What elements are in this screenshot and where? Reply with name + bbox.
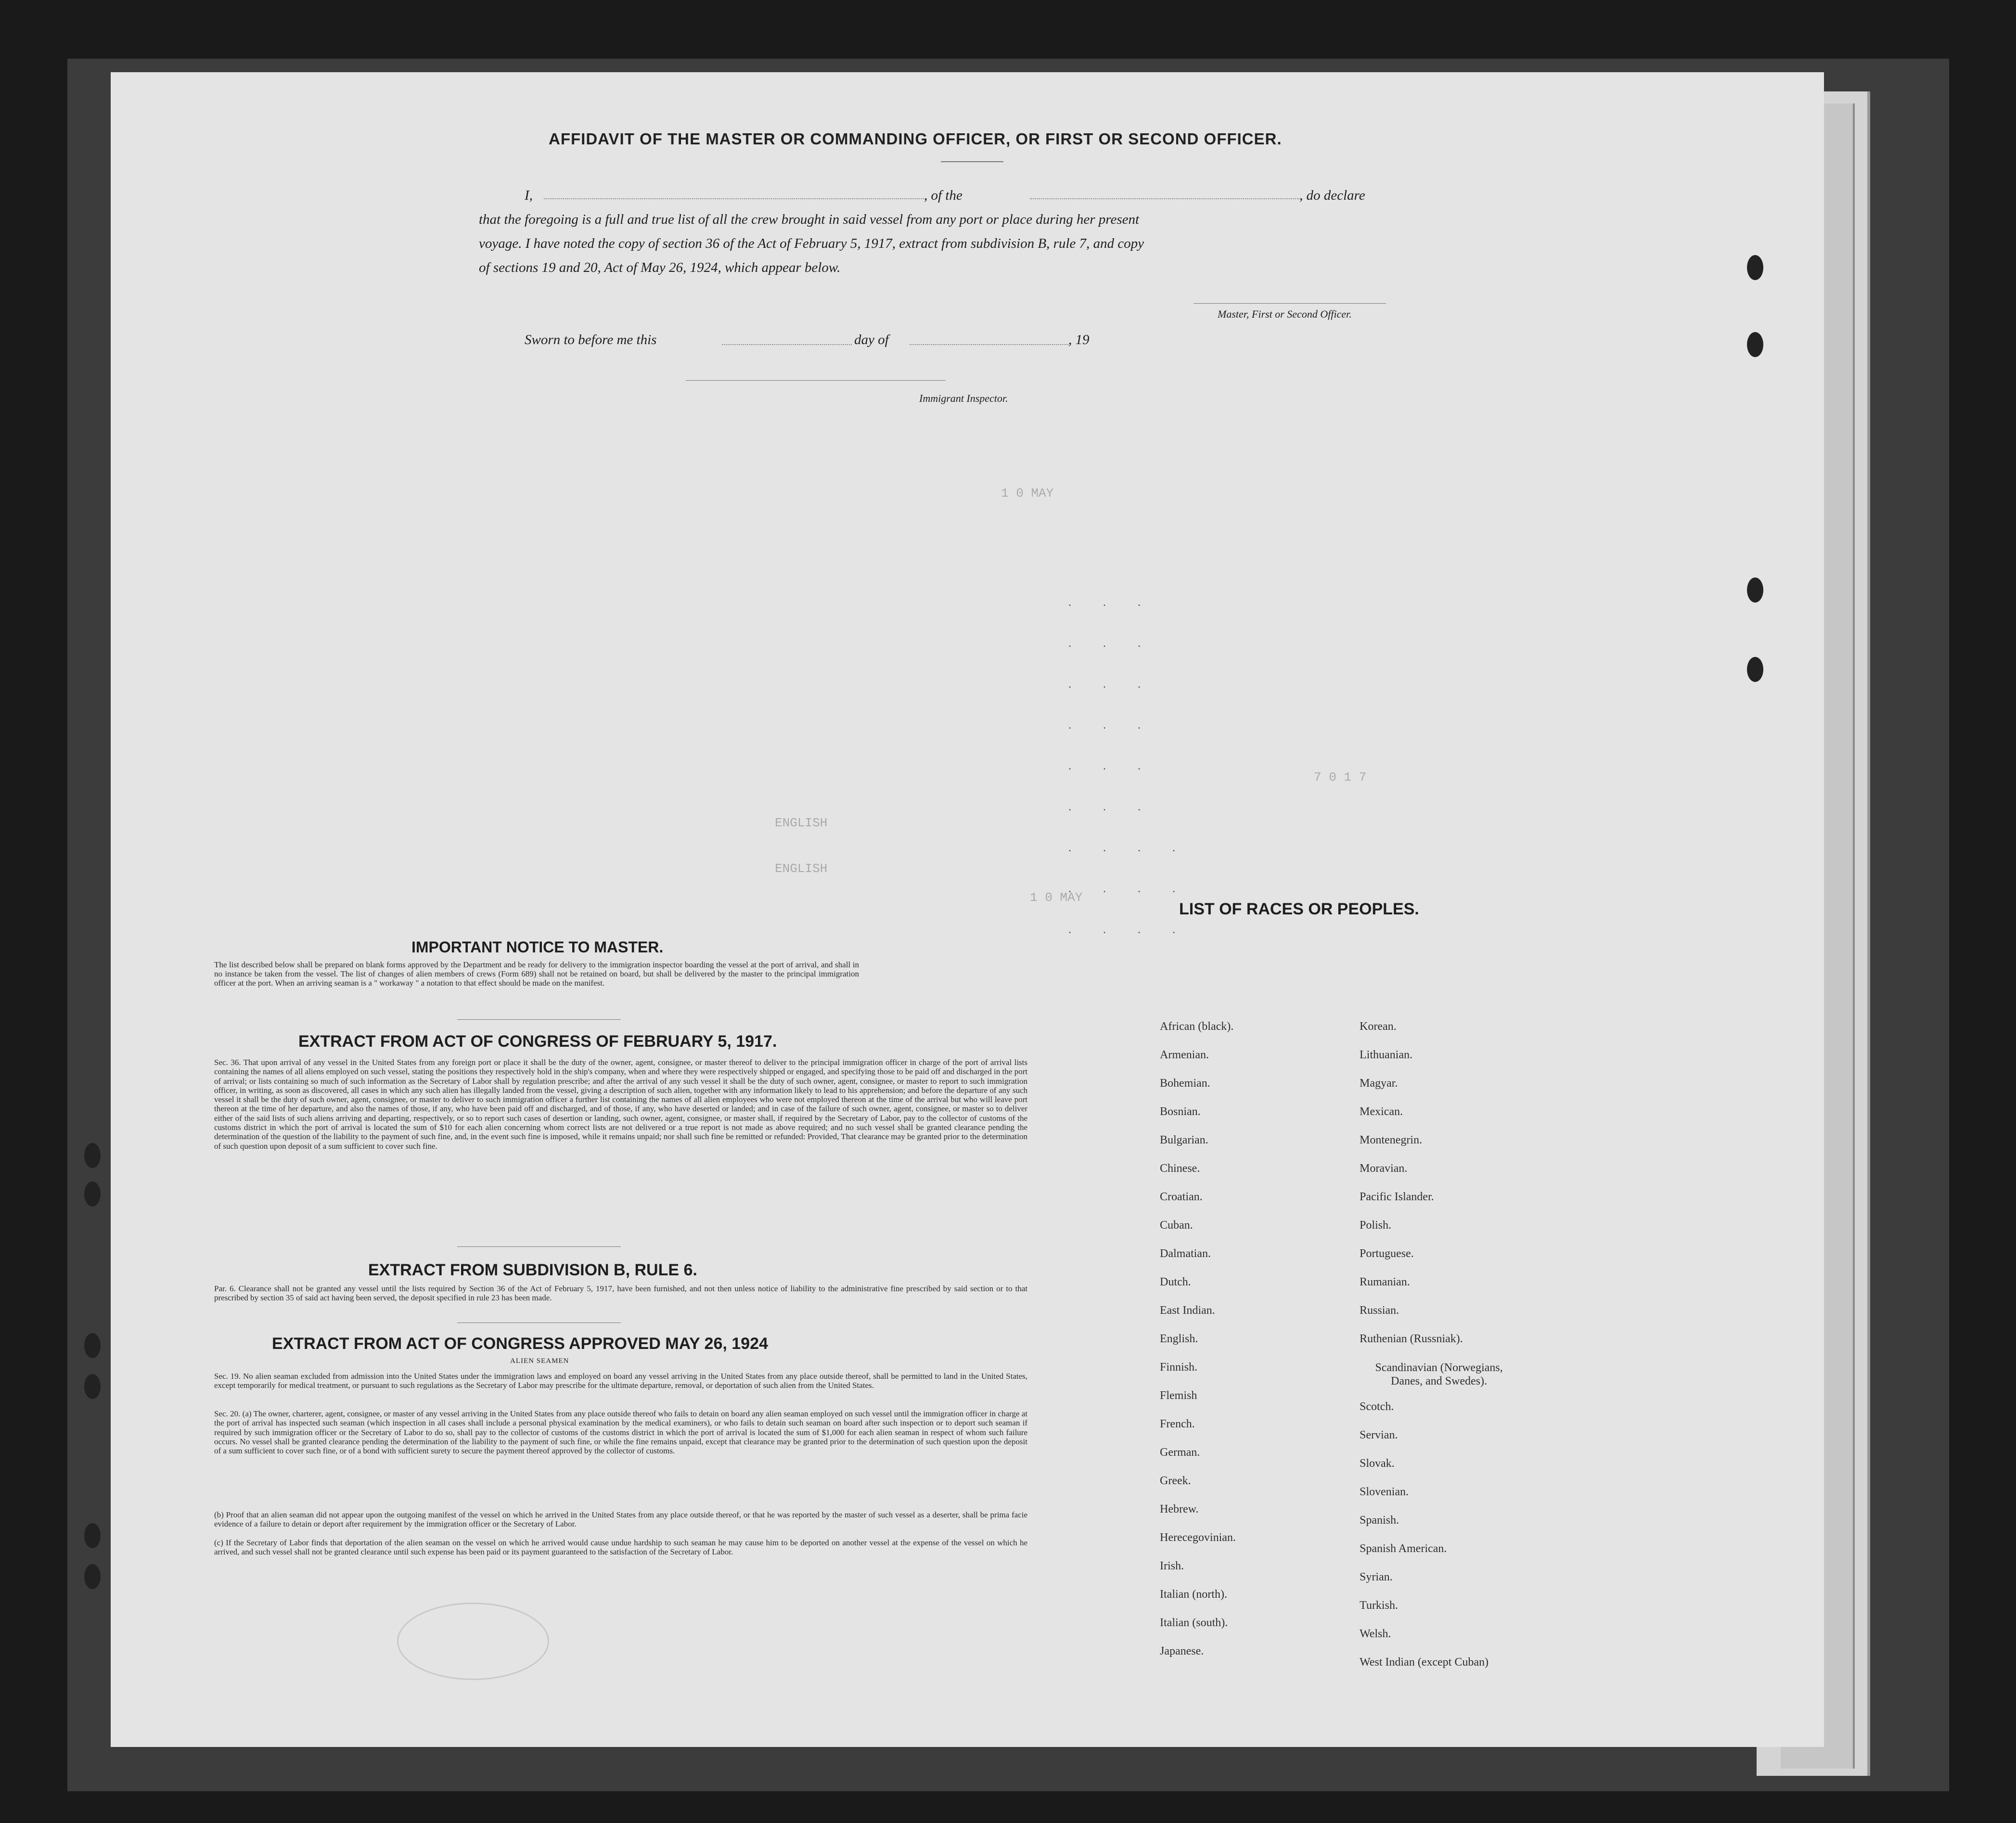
race-item: Dutch. [1160,1276,1191,1288]
affidavit-title: AFFIDAVIT OF THE MASTER OR COMMANDING OFFICER, OR FIRST OR SECOND OFFICER. [549,130,1282,148]
binder-hole-left [84,1523,101,1548]
race-item: Portuguese. [1360,1247,1414,1260]
extract-1924-sec20c: (c) If the Secretary of Labor finds that deportation of the alien seaman on the vessel on which he arrived would cause undue hardship to such seaman he may cause him to be deported on another vessel at the expense of the vessel on which he arrived, and such vessel shall not be granted clearance until such expense has been paid or its payment guaranteed to the satisfaction of the Secretary of Labor. [214,1538,1027,1557]
race-item: Scandinavian (Norwegians, Danes, and Swedes). [1375,1361,1503,1387]
sworn-text: Sworn to before me this [525,332,657,347]
race-item: Spanish American. [1360,1542,1447,1555]
race-item: Ruthenian (Russniak). [1360,1333,1463,1345]
race-item: West Indian (except Cuban) [1360,1656,1489,1669]
sworn-month-blank [910,344,1068,345]
declare-i: I, [525,188,533,203]
binder-hole-right [1747,657,1763,682]
race-item: Herecegovinian. [1160,1531,1236,1544]
race-item: Servian. [1360,1429,1398,1441]
race-item: Welsh. [1360,1628,1391,1640]
race-item: Spanish. [1360,1514,1400,1527]
race-item: Hebrew. [1160,1503,1199,1515]
extract-rule6-title: EXTRACT FROM SUBDIVISION B, RULE 6. [368,1261,697,1279]
faint-stamp [397,1603,549,1680]
race-item: Chinese. [1160,1162,1200,1175]
vessel-blank [1030,198,1299,199]
extract-1917-body: Sec. 36. That upon arrival of any vessel in the United States from any foreign port or place it shall be the duty of the owner, agent, consignee, or master thereof to deliver to the principal immigration officer in charge of the port of arrival lists containing the names of all aliens employed on such vessel, stating the positions they respectively hold in the ship's company, when and where they were respectively shipped or engaged, and specifying those to be paid off and discharged in the port of arrival; or lists containing so much of such information as the Secretary of Labor shall by regulation prescribe; and after the arrival of any such vessel it shall be the duty of such owner, agent, consignee, or master to report to such immigration officer, in writing, as soon as discovered, all cases in which any such alien has illegally landed from the vessel, giving a description of such alien, together with any information likely to lead to his apprehension; and before the departure of any such vessel it shall be the duty of such owner, agent, consignee, or master to deliver to such immigration officer a further list containing the names of all alien employees who were not employed thereon at the time of the arrival but who will leave port thereon at the time of her departure, and also the names of those, if any, who have been paid off and discharged, and of those, if any, who have deserted or landed; and in case of the failure of such owner, agent, consignee, or master so to deliver either of the said lists of such aliens arriving and departing, respectively, or so to report such cases of desertion or landing, such owner, agent, consignee, or master shall, if required by the Secretary of Labor, pay to the collector of customs of the customs district in which the port of arrival is located the sum of $10 for each alien concerning whom correct lists are not delivered or a true report is not made as above required; and no such vessel shall be granted clearance pending the determination of the question of the liability to the payment of such fine, and, in the event such fine is imposed, while it remains unpaid; nor shall such fine be remitted or refunded: Provided, That clearance may be granted prior to the determination of such question upon deposit of a sum sufficient to cover such fine. [214,1058,1027,1151]
race-item: Rumanian. [1360,1276,1410,1288]
extract-rule6-body: Par. 6. Clearance shall not be granted any vessel until the lists required by Section 36 of the Act of February 5, 1917, have been furnished, and not then unless notice of liability to the administrative fine prescribed by said section or to that prescribed by section 35 of said act having been served, the deposit specified in rule 23 has been made. [214,1284,1027,1302]
master-signature-line [1194,303,1386,304]
extract-1924-sec19: Sec. 19. No alien seaman excluded from admission into the United States under the immigration laws and employed on board any vessel arriving in the United States from any place outside thereof, shall be permitted to land in the United States, except temporarily for medical treatment, or pursuant to such regulations as the Secretary of Labor may prescribe for the ultimate departure, removal, or deportation of such alien from the United States. [214,1372,1027,1390]
race-item: Bohemian. [1160,1077,1210,1090]
race-item: Slovak. [1360,1457,1395,1470]
race-item: Dalmatian. [1160,1247,1211,1260]
binder-hole-right [1747,255,1763,280]
binder-hole-right [1747,578,1763,603]
extract-1917-title: EXTRACT FROM ACT OF CONGRESS OF FEBRUARY 5, 1917. [298,1032,777,1051]
race-item: Slovenian. [1360,1486,1409,1498]
race-item: Italian (north). [1160,1588,1227,1601]
race-item: Turkish. [1360,1599,1398,1612]
binder-hole-right [1747,332,1763,357]
divider-3 [457,1322,621,1323]
dot-leaders: . . . . . . . . . . . . . . . . . . . . . . . . . . . . . . [1068,596,1190,936]
race-item: Moravian. [1360,1162,1408,1175]
extract-1924-sec20b: (b) Proof that an alien seaman did not appear upon the outgoing manifest of the vessel on which he arrived in the United States from any place outside thereof, or that he was reported by the master of such vessel as a deserter, shall be prima facie evidence of a failure to detain or deport after requirement by the immigration officer or the Secretary of Labor. [214,1510,1027,1529]
divider-1 [457,1019,621,1020]
notice-title: IMPORTANT NOTICE TO MASTER. [411,938,664,956]
binder-hole-left [84,1333,101,1358]
races-title: LIST OF RACES OR PEOPLES. [1179,900,1419,918]
race-item: Russian. [1360,1304,1400,1317]
declare-of: , of the [924,188,963,203]
master-label: Master, First or Second Officer. [1218,308,1352,320]
race-item: Polish. [1360,1219,1392,1232]
race-item: Magyar. [1360,1077,1398,1090]
race-item: German. [1160,1446,1200,1459]
divider-2 [457,1246,621,1247]
race-item: Greek. [1160,1475,1191,1487]
affidavit-line-4: of sections 19 and 20, Act of May 26, 1924, which appear below. [479,260,841,275]
sworn-day-blank [722,344,852,345]
inspector-signature-line [686,380,946,381]
race-item: East Indian. [1160,1304,1215,1317]
race-item: Lithuanian. [1360,1049,1412,1061]
race-item: Japanese. [1160,1645,1204,1657]
race-item: Syrian. [1360,1571,1393,1583]
race-item: Korean. [1360,1020,1397,1033]
binder-hole-left [84,1143,101,1168]
title-rule [941,161,1003,162]
affidavit-line-3: voyage. I have noted the copy of section 36 of the Act of February 5, 1917, extract from subdivision B, rule 7, and copy [479,236,1144,251]
race-item: English. [1160,1333,1198,1345]
declare-end: , do declare [1299,188,1365,203]
binder-hole-left [84,1181,101,1207]
race-item: Mexican. [1360,1105,1403,1118]
name-blank [544,198,924,199]
sworn-day-of: day of [854,332,889,347]
extract-1924-sec20a: Sec. 20. (a) The owner, charterer, agent, consignee, or master of any vessel arriving in the United States from any place outside thereof who fails to detain on board any alien seaman employed on such vessel until the immigration officer in charge at the port of arrival has inspected such seaman (which inspection in all cases shall include a personal physical examination by the medical examiners), or who fails to detain such seaman on board after such inspection or to deport such seaman if required by such immigration officer or the Secretary of Labor to do so, shall pay to the collector of customs of the customs district in which the port of arrival is located the sum of $1,000 for each alien seaman in respect of whom such failure occurs. No vessel shall be granted clearance pending the determination of the liability to the payment of such fine, or while the fine remains unpaid, except that clearance may be granted prior to the determination of such question upon the deposit of a sum sufficient to cover such fine, or of a bond with sufficient surety to secure the payment thereof approved by the collector of customs. [214,1409,1027,1456]
binder-hole-left [84,1374,101,1399]
race-item: Italian (south). [1160,1617,1228,1629]
race-item: Cuban. [1160,1219,1193,1232]
race-item: Bosnian. [1160,1105,1201,1118]
inspector-label: Immigrant Inspector. [919,392,1008,404]
affidavit-line-2: that the foregoing is a full and true list of all the crew brought in said vessel from any port or place during her present [479,212,1140,227]
extract-1924-title: EXTRACT FROM ACT OF CONGRESS APPROVED MAY 26, 1924 [272,1335,768,1353]
race-item: Flemish [1160,1389,1197,1402]
race-item: Pacific Islander. [1360,1191,1434,1203]
race-item: Finnish. [1160,1361,1198,1374]
race-item: Croatian. [1160,1191,1203,1203]
race-item: Scotch. [1360,1400,1394,1413]
sworn-year: , 19 [1068,332,1090,347]
binder-hole-left [84,1564,101,1589]
race-item: Armenian. [1160,1049,1209,1061]
race-item: African (black). [1160,1020,1234,1033]
race-item: Montenegrin. [1360,1134,1422,1146]
extract-1924-subtitle: ALIEN SEAMEN [510,1357,569,1365]
notice-body: The list described below shall be prepared on blank forms approved by the Department and be ready for delivery to the immigration inspector boarding the vessel at the port of arrival, and shall in no instance be taken from the vessel. The list of changes of alien members of crews (Form 689) shall not be retained on board, but shall be delivered by the master to the principal immigration officer at the port. When an arriving seaman is a " workaway " a notation to that effect should be made on the manifest. [214,960,859,988]
race-item: Irish. [1160,1560,1184,1572]
document-sheet: 1 0 MAY 1 0 MAY 7 0 1 7 ENGLISH ENGLISH AFFIDAVIT OF THE MASTER OR COMMANDING OFFICER, OR FIRST OR SECOND OFFICER. I, , of the , do declare that the foregoing is a full and true list of all the crew brought in said vessel from any port or place during her present voyage. I have noted the copy of section 36 of the Act of February 5, 1917, extract from subdivision B, rule 7, and copy of sections 19 and 20, Act of May 26, 1924, which appear below. Master, First or Second Officer. Sworn to before me this day of , 19 Immigrant Inspector. . . . . . . . . . . . . . . . . . . . . . . . . . . . . . . IMPORTANT NOTICE TO MASTER. The list described below shall be prepared on blank forms approved by the Department and be ready for delivery to the immigration inspector boarding the vessel at the port of arrival, and shall in no instance be taken from the vessel. The list of changes of alien members of crews (Form 689) shall not be retained on board, but shall be delivered by the master to the principal immigration officer at the port. When an arriving seaman is a " workaway " a notation to that effect should be made on the manifest. EXTRACT FROM ACT OF CONGRESS OF FEBRUARY 5, 1917. Sec. 36. That upon arrival of any vessel in the United States from any foreign port or place it shall be the duty of the owner, agent, consignee, or master thereof to deliver to the principal immigration officer in charge of the port of arrival lists containing the names of all aliens employed on such vessel, stating the positions they respectively hold in the ship's company, when and where they were respectively shipped or engaged, and specifying those to be paid off and discharged in the port of arrival; or lists containing so much of such information as the Secretary of Labor shall by regulation prescribe; and after the arrival of any such vessel it shall be the duty of such owner, agent, consignee, or master to report to such immigration officer, in writing, as soon as discovered, all cases in which any such alien has illegally landed from the vessel, giving a description of such alien, together with any information likely to lead to his apprehension; and before the departure of any such vessel it shall be the duty of such owner, agent, consignee, or master to deliver to such immigration officer a further list containing the names of all alien employees who were not employed thereon at the time of the arrival but who will leave port thereon at the time of her departure, and also the names of those, if any, who have been paid off and discharged, and of those, if any, who have deserted or landed; and in case of the failure of such owner, agent, consignee, or master so to deliver either of the said lists of such aliens arriving and departing, respectively, or so to report such cases of desertion or landing, such owner, agent, consignee, or master shall, if required by the Secretary of Labor, pay to the collector of customs of the customs district in which the port of arrival is located the sum of $10 for each alien concerning whom correct lists are not delivered or a true report is not made as above required; and no such vessel shall be granted clearance pending the determination of the question of the liability to the payment of such fine, and, in the event such fine is imposed, while it remains unpaid; nor shall such fine be remitted or refunded: Provided, That clearance may be granted prior to the determination of such question upon deposit of a sum sufficient to cover such fine. EXTRACT FROM SUBDIVISION B, RULE 6. Par. 6. Clearance shall not be granted any vessel until the lists required by Section 36 of the Act of February 5, 1917, have been furnished, and not then unless notice of liability to the administrative fine prescribed by said section or to that prescribed by section 35 of said act having been served, the deposit specified in rule 23 has been made. EXTRACT FROM ACT OF CONGRESS APPROVED MAY 26, 1924 ALIEN SEAMEN Sec. 19. No alien seaman excluded from admission into the United States under the immigration laws and employed on board any vessel arriving in the United States from any place outside thereof, shall be permitted to land in the United States, except temporarily for medical treatment, or pursuant to such regulations as the Secretary of Labor may prescribe for the ultimate departure, removal, or deportation of such alien from the United States. Sec. 20. (a) The owner, charterer, agent, consignee, or master of any vessel arriving in the United States from any place outside thereof who fails to detain on board any alien seaman employed on such vessel until the immigration officer in charge at the port of arrival has inspected such seaman (which inspection in all cases shall include a personal physical examination by the medical examiners), or who fails to detain such seaman on board after such inspection or to deport such seaman if required by such immigration officer or the Secretary of Labor to do so, shall pay to the collector of customs of the customs district in which the port of arrival is located the sum of $1,000 for each alien seaman in respect of whom such failure occurs. No vessel shall be granted clearance pending the determination of the liability to the payment of such fine, or while the fine remains unpaid, except that clearance may be granted prior to the determination of such question upon the deposit of a sum sufficient to cover such fine, or of a bond with sufficient surety to secure the payment thereof approved by the collector of customs. (b) Proof that an alien seaman did not appear upon the outgoing manifest of the vessel on which he arrived in the United States from any place outside thereof, or that he was reported by the master of such vessel as a deserter, shall be prima facie evidence of a failure to detain or deport after requirement by the immigration officer or the Secretary of Labor. (c) If the Secretary of Labor finds that deportation of the alien seaman on the vessel on which he arrived would cause undue hardship to such seaman he may cause him to be deported on another vessel at the expense of the vessel on which he arrived, and such vessel shall not be granted clearance until such expense has been paid or its payment guaranteed to the satisfaction of the Secretary of Labor. LIST OF RACES OR PEOPLES. African (black). Armenian. Bohemian. Bosnian. Bulgarian. Chinese. Croatian. Cuban. Dalmatian. Dutch. East Indian. English. Finnish. Flemish French. German. Greek. Hebrew. Herecegovinian. Irish. Italian (north). Italian (south). Japanese. Korean. Lithuanian. Magyar. Mexican. Montenegrin. Moravian. Pacific Islander. Polish. Portuguese. Rumanian. Russian. Ruthenian (Russniak). Scandinavian (Norwegians, Danes, and Swedes). Scotch. Servian. Slovak. Slovenian. Spanish. Spanish American. Syrian. Turkish. Welsh. West Indian (except Cuban) [111,72,1824,1747]
race-item: Bulgarian. [1160,1134,1208,1146]
race-item: French. [1160,1418,1195,1430]
